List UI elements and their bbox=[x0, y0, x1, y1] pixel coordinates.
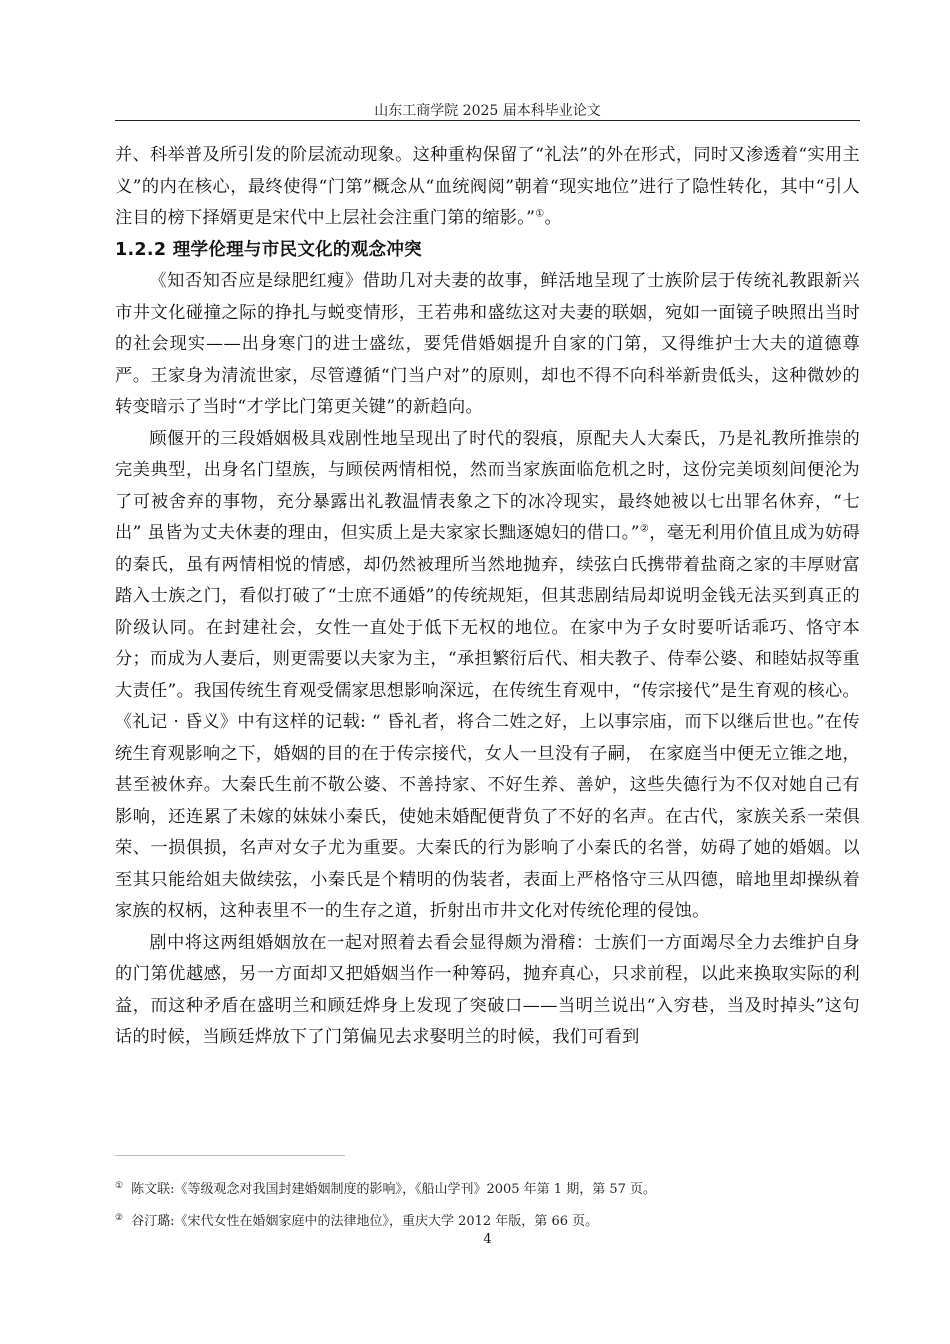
footnote-text: 谷汀璐:《宋代女性在婚姻家庭中的法律地位》，重庆大学 2012 年版，第 66 页。 bbox=[131, 1214, 599, 1229]
paragraph-3: 剧中将这两组婚姻放在一起对照着去看会显得颇为滑稽：士族们一方面竭尽全力去维护自身的门第优越感，另一方面却又把婚姻当作一种筹码，抛弃真心，只求前程，以此来换取实际的利益，而这种矛盾在盛明兰和顾廷烨身上发现了突破口——当明兰说出“入穷巷，当及时掉头”这句话的时候，当顾廷烨放下了门第偏见去求娶明兰的时候，我们可看到 bbox=[115, 932, 860, 1047]
header-rule bbox=[115, 120, 860, 121]
paragraph-2 bbox=[115, 424, 860, 928]
paragraph-end: 。 bbox=[544, 208, 562, 228]
paragraph-text: 并、科举普及所引发的阶层流动现象。这种重构保留了“礼法”的外在形式，同时又渗透着“实用主义”的内在核心，最终使得“门第”概念从“血统阀阅”朝着“现实地位”进行了隐性转化，其中“引人注目的榜下择婿更是宋代中上层社会注重门第的缩影。” bbox=[115, 145, 860, 228]
page-number: 4 bbox=[483, 1232, 492, 1247]
footnote-ref-2[interactable]: ② bbox=[639, 523, 650, 535]
footnote-2 bbox=[115, 1210, 860, 1229]
footnote-ref-1[interactable]: ① bbox=[535, 208, 545, 220]
footnote-mark: ① bbox=[115, 1180, 124, 1191]
body-text bbox=[115, 140, 860, 1054]
paragraph-text: ，毫无利用价值且成为妨碍的秦氏，虽有两情相悦的情感，却仍然被理所当然地抛弃，续弦白氏携带着盐商之家的丰厚财富踏入士族之门，看似打破了“士庶不通婚”的传统规矩，但其悲剧结局却说明金钱无法买到真正的阶级认同。在封建社会，女性一直处于低下无权的地位。在家中为子女时要听话乖巧、恪守本分；而成为人妻后，则更需要以夫家为主，“承担繁衍后代、相夫教子、侍奉公婆、和睦姑叔等重大责任”。我国传统生育观受儒家思想影响深远，在传统生育观中，“传宗接代”是生育观的核心。《礼记 · 昏义》中有这样的记载: “ 昏礼者，将合二姓之好，上以事宗庙，而下以继后世也。”在传统生育观影响之下，婚姻的目的在于传宗接代，女人一旦没有子嗣， 在家庭当中便无立锥之地，甚至被休弃。大秦氏生前不敬公婆、不善持家、不好生养、善妒，这些失德行为不仅对她自己有影响，还连累了未嫁的妹妹小秦氏，使她未婚配便背负了不好的名声。在古代，家族关系一荣俱荣、一损俱损，名声对女子尤为重要。大秦氏的行为影响了小秦氏的名誉，妨碍了她的婚姻。以至其只能给姐夫做续弦，小秦氏是个精明的伪装者，表面上严格恪守三从四德，暗地里却操纵着家族的权柄，这种表里不一的生存之道，折射出市井文化对传统伦理的侵蚀。 bbox=[115, 523, 860, 921]
footnote-mark: ② bbox=[115, 1212, 124, 1223]
paragraph-1: 《知否知否应是绿肥红瘦》借助几对夫妻的故事，鲜活地呈现了士族阶层于传统礼教跟新兴市井文化碰撞之际的挣扎与蜕变情形，王若弗和盛纮这对夫妻的联姻，宛如一面镜子映照出当时的社会现实——出身寒门的进士盛纮，要凭借婚姻提升自家的门第，又得维护士大夫的道德尊严。王家身为清流世家，尽管遵循“门当户对”的原则，却也不得不向科举新贵低头，这种微妙的转变暗示了当时“才学比门第更关键”的新趋向。 bbox=[115, 271, 860, 417]
footnote-1 bbox=[115, 1178, 860, 1197]
footnote-rule bbox=[115, 1155, 345, 1156]
section-heading: 1.2.2 理学伦理与市民文化的观念冲突 bbox=[115, 239, 422, 260]
footnote-text: 陈文联:《等级观念对我国封建婚姻制度的影响》，《船山学刊》2005 年第 1 期，第 57 页。 bbox=[131, 1182, 657, 1197]
paragraph-continued bbox=[115, 140, 860, 235]
running-header: 山东工商学院 2025 届本科毕业论文 bbox=[374, 103, 601, 119]
paragraph-text: 顾偃开的三段婚姻极具戏剧性地呈现出了时代的裂痕，原配夫人大秦氏，乃是礼教所推崇的完美典型，出身名门望族，与顾侯两情相悦，然而当家族面临危机之时，这份完美顷刻间便沦为了可被舍弃的事物，充分暴露出礼教温情表象之下的冰冷现实，最终她被以七出罪名休弃，“七出” 虽皆为丈夫休妻的理由，但实质上是夫家家长黜逐媳妇的借口。” bbox=[115, 428, 860, 543]
